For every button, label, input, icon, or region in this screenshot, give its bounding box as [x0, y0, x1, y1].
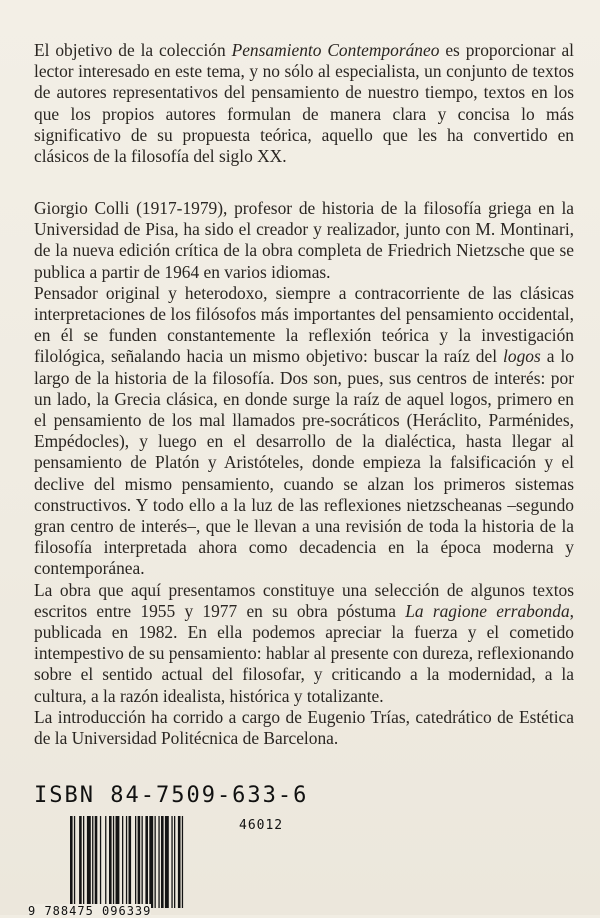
collection-description	[34, 40, 574, 167]
work-paragraph: La obra que aquí presentamos constituye una selección de algunos textos escritos entre 1955 y 1977 en su obra póstuma La ragione errabonda, publicada en 1982. En ella podemos apreciar la fuerza y el cometido intempestivo de su pensamiento: hablar al presente con dureza, reflexionando sobre el sentido actual del filosofar, y criticando a la modernidad, a la cultura, a la razón idealista, histórica y totalizante.	[34, 579, 574, 706]
introduction-credit-paragraph: La introducción ha corrido a cargo de Eugenio Trías, catedrático de Estética de la Universidad Politécnica de Barcelona.	[34, 706, 574, 749]
barcode-addon-number: 46012	[239, 818, 284, 833]
barcode-bar	[116, 816, 120, 908]
barcode-bar	[74, 816, 75, 908]
isbn-label: ISBN 84-7509-633-6	[34, 783, 309, 808]
barcode-bar	[92, 816, 93, 908]
barcode-bar	[129, 816, 132, 908]
author-description	[34, 198, 574, 749]
barcode-bar	[135, 816, 136, 908]
barcode-bar	[126, 816, 127, 908]
work-title: La ragione errabonda	[405, 600, 570, 621]
barcode-block	[28, 816, 284, 918]
collection-paragraph: El objetivo de la colección Pensamiento Contemporáneo es proporcionar al lector interesado en este tema, y no sólo al especialista, un conjunto de textos de autores representativos del pensamiento de nuestro tiempo, textos en los que los propios autores formulan de manera clara y concisa lo más significativo de su propuesta teórica, aquello que les ha convertido en clásicos de la filosofía del siglo XX.	[34, 40, 574, 167]
barcode-bar	[105, 816, 106, 908]
barcode-bar	[178, 816, 181, 908]
barcode-bar	[158, 816, 159, 908]
barcode-bar	[149, 816, 153, 908]
barcode-ean-digits: 9 788475 096339	[28, 904, 152, 918]
barcode-bar	[174, 816, 175, 908]
barcode-bar	[87, 816, 91, 908]
barcode-bars	[68, 816, 232, 915]
barcode-bar	[79, 816, 82, 908]
barcode-bar	[70, 816, 73, 908]
barcode-bar	[95, 816, 98, 908]
barcode-bar	[100, 816, 101, 908]
author-bio-paragraph: Giorgio Colli (1917-1979), profesor de historia de la filosofía griega en la Universidad de Pisa, ha sido el creador y realizador, junto con M. Montinari, de la nueva edición crítica de la obra completa de Friedrich Nietzsche que se publica a partir de 1964 en varios idiomas.	[34, 198, 574, 282]
barcode-bar	[138, 816, 141, 908]
barcode-bar	[165, 816, 169, 908]
barcode-bar	[171, 816, 172, 908]
barcode-bar	[83, 816, 84, 908]
barcode-bar	[142, 816, 143, 908]
logos-term: logos	[503, 346, 541, 367]
barcode-bar	[182, 816, 183, 908]
barcode-bar	[122, 816, 123, 908]
barcode-bar	[109, 816, 112, 908]
barcode-bar	[145, 816, 148, 908]
barcode-bar	[161, 816, 164, 908]
thinker-paragraph: Pensador original y heterodoxo, siempre a contracorriente de las clásicas interpretaciones de los filósofos más importantes del pensamiento occidental, en él se funden constantemente la reflexión teórica y la investigación filológica, señalando hacia un mismo objetivo: buscar la raíz del logos a lo largo de la historia de la filosofía. Dos son, pues, sus centros de interés: por un lado, la Grecia clásica, en donde surge la raíz de aquel logos, primero en el pensamiento de los mal llamados pre-socráticos (Heráclito, Parménides, Empédocles), y luego en el desarrollo de la dialéctica, hasta llegar al pensamiento de Platón y Aristóteles, donde empieza la falsificación y el declive del mismo pensamiento, cuando se alzan los primeros sistemas constructivos. Y todo ello a la luz de las reflexiones nietzscheanas –segundo gran centro de interés–, que le llevan a una revisión de toda la historia de la filosofía interpretada ahora como decadencia en la época moderna y contemporánea.	[34, 282, 574, 579]
barcode-bar	[113, 816, 114, 908]
barcode-bar	[155, 816, 156, 908]
series-title: Pensamiento Contemporáneo	[231, 40, 440, 60]
